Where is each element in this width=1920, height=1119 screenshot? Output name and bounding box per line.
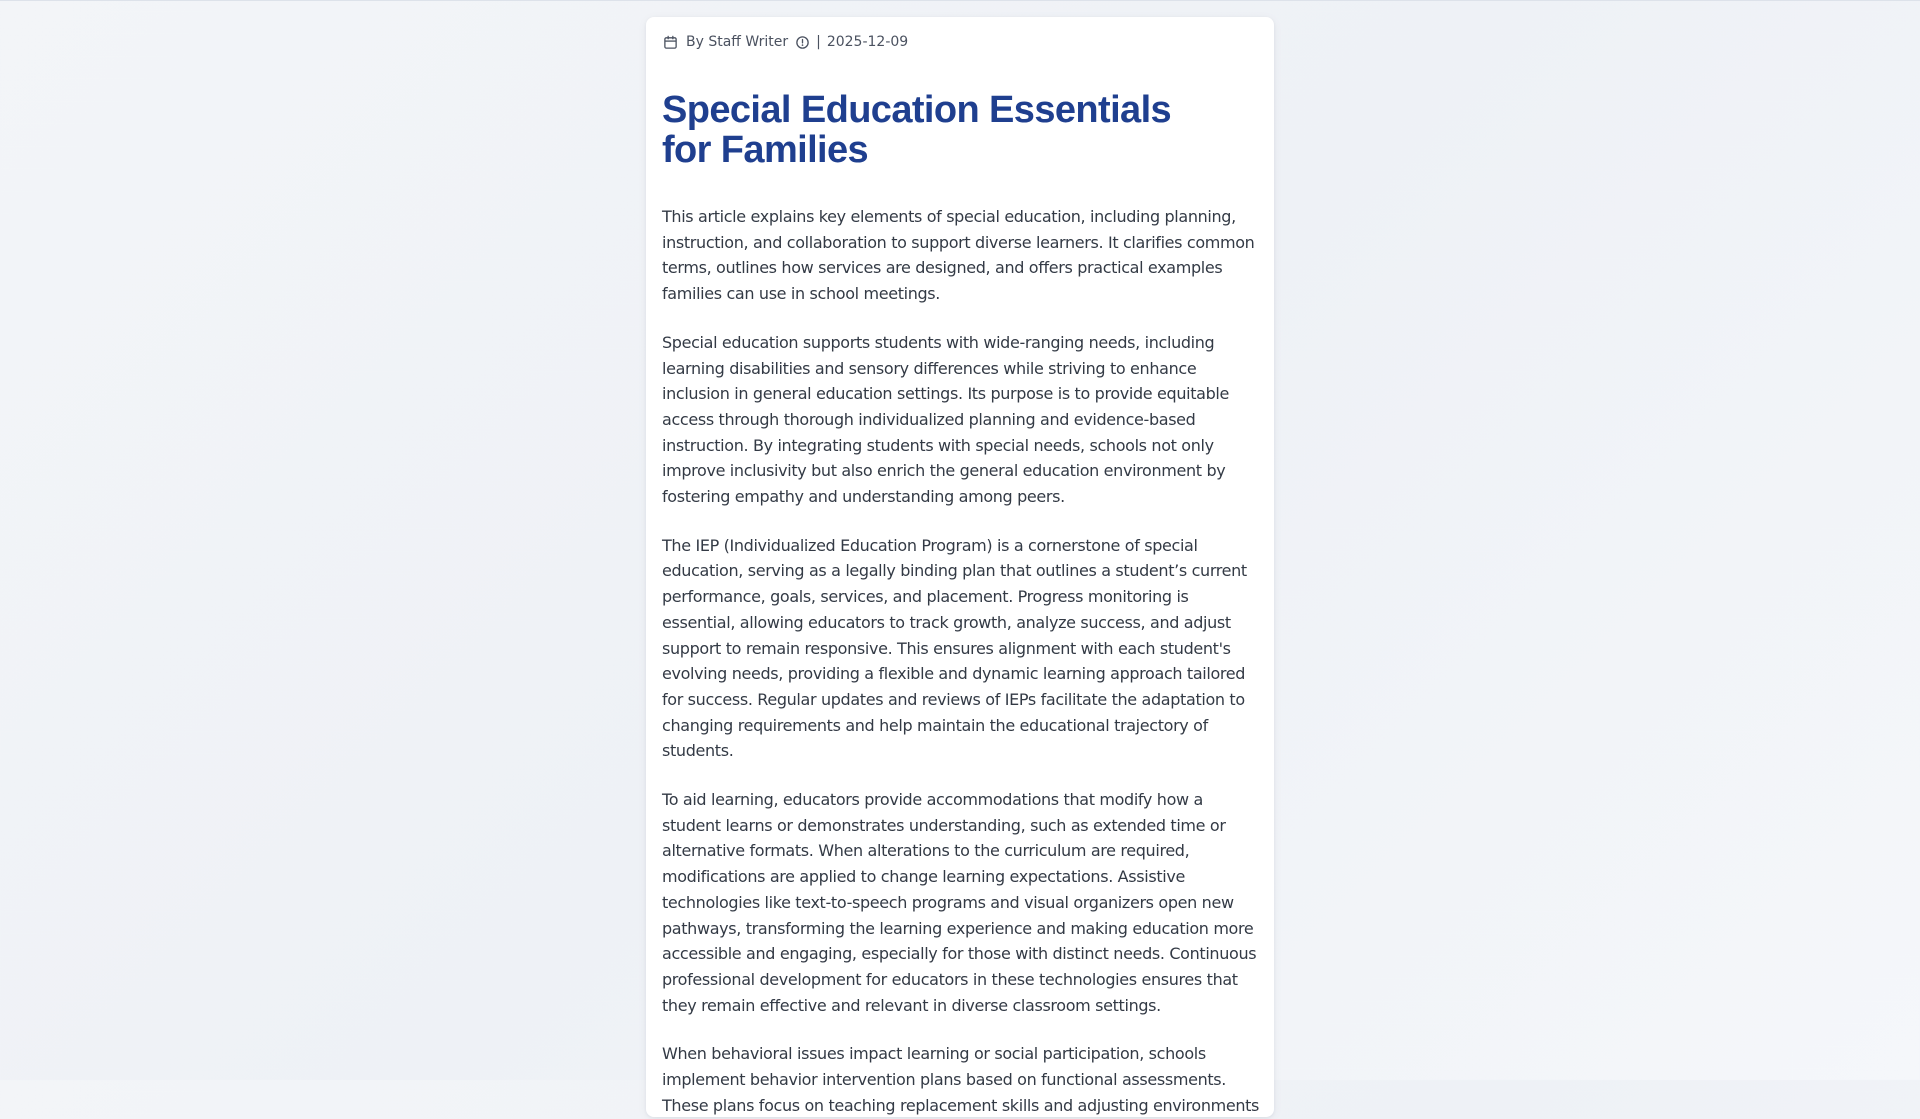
paragraph-intro: This article explains key elements of special education, including planning, instruction, and collaboration to support diverse learners. It clarifies common terms, outlines how services are designed, and offers practical examples families can use in school meetings. <box>662 207 1255 304</box>
meta-separator: | <box>816 34 821 50</box>
paragraph-iep: The IEP (Individualized Education Program) is a cornerstone of special education, serving as a legally binding plan that outlines a student’s current performance, goals, services, and placement. Progress monitoring is essential, allowing educators to track growth, analyze success, and adjust support to remain responsive. This ensures alignment with each student's evolving needs, providing a flexible and dynamic learning approach tailored for success. Regular updates and reviews of IEPs facilitate the adaptation to changing requirements and help maintain the educational trajectory of students. <box>662 535 1247 761</box>
paragraph-behavior: When behavioral issues impact learning or social participation, schools implement behavior intervention plans based on functional assessments. These plans focus on teaching replacement skills and adjusting environments <box>662 1044 1260 1115</box>
publish-date: 2025-12-09 <box>826 34 909 50</box>
article-meta <box>662 33 1258 51</box>
info-icon <box>794 34 810 50</box>
paragraph-purpose: Special education supports students with wide-ranging needs, including learning disabilities and sensory differences while striving to enhance inclusion in general education settings. Its purpose is to provide equitable access through thorough individualized planning and evidence-based instruction. By integrating students with special needs, schools not only improve inclusivity but also enrich the general education environment by fostering empathy and understanding among peers. <box>662 332 1229 507</box>
author-byline: By Staff Writer <box>686 34 789 50</box>
article-body <box>662 204 1262 1119</box>
paragraph-accommodations: To aid learning, educators provide accommodations that modify how a student learns or demonstrates understanding, such as extended time or alternative formats. When alterations to the curriculum are required, modifications are applied to change learning expectations. Assistive technologies like text-to-speech programs and visual organizers open new pathways, transforming the learning experience and making education more accessible and engaging, especially for those with distinct needs. Continuous professional development for educators in these technologies ensures that they remain effective and relevant in diverse classroom settings. <box>662 790 1257 1015</box>
article-title: Special Education Essentials for Families <box>662 89 1172 171</box>
article-card <box>646 17 1274 1117</box>
calendar-icon <box>662 34 678 50</box>
top-divider <box>0 0 1920 1</box>
